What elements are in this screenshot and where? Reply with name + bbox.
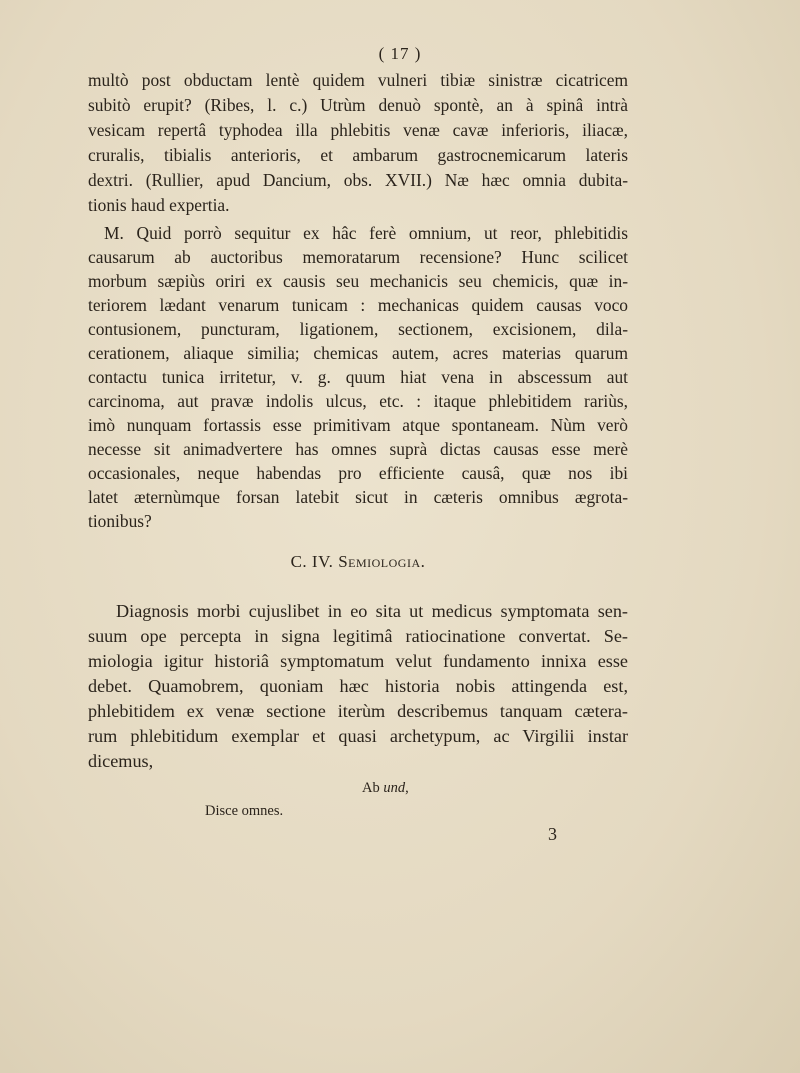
text-line: teriorem lædant venarum tunicam : mechanicas quidem causas voco bbox=[88, 295, 628, 315]
text-line: tionis haud expertia. bbox=[88, 195, 230, 215]
page-number: ( 17 ) bbox=[378, 44, 422, 63]
text-line: dextri. (Rullier, apud Dancium, obs. XVII.) Næ hæc omnia dubita- bbox=[88, 170, 628, 190]
text-line: necesse sit animadvertere has omnes suprà dictas causas esse merè bbox=[88, 439, 628, 459]
section-heading bbox=[88, 552, 628, 572]
text-line: cerationem, aliaque similia; chemicas autem, acres materias quarum bbox=[88, 343, 628, 363]
quote-ab: Ab bbox=[362, 780, 384, 796]
text-line: imò nunquam fortassis esse primitivam atque spontaneam. Nùm verò bbox=[88, 415, 628, 435]
text-line: rum phlebitidum exemplar et quasi archetypum, ac Virgilii instar bbox=[88, 726, 628, 746]
text-line: dicemus, bbox=[88, 751, 154, 771]
text-line: miologia igitur historiâ symptomatum velut fundamento innixa esse bbox=[88, 651, 628, 671]
text-line: latet æternùmque forsan latebit sicut in cæteris omnibus ægrota- bbox=[88, 487, 628, 507]
text-line: debet. Quamobrem, quoniam hæc historia nobis attingenda est, bbox=[88, 676, 628, 696]
text-line: contusionem, puncturam, ligationem, sectionem, excisionem, dila- bbox=[88, 319, 628, 339]
text-line: subitò erupit? (Ribes, l. c.) Utrùm denuò spontè, an à spinâ intrà bbox=[88, 95, 628, 115]
text-line: suum ope percepta in signa legitimâ ratiocinatione convertat. Se- bbox=[88, 626, 628, 646]
text-line: occasionales, neque habendas pro efficiente causâ, quæ nos ibi bbox=[88, 463, 628, 483]
quote-comma: , bbox=[405, 780, 409, 796]
text-line: morbum sæpiùs oriri ex causis seu mechanicis seu chemicis, quæ in- bbox=[88, 271, 628, 291]
text-line: phlebitidem ex venæ sectione iterùm describemus tanquam cætera- bbox=[88, 701, 628, 721]
text-line: carcinoma, aut pravæ indolis ulcus, etc. : itaque phlebitidem rariùs, bbox=[88, 391, 628, 411]
text-line: M. Quid porrò sequitur ex hâc ferè omnium, ut reor, phlebitidis bbox=[104, 223, 628, 243]
text-line: contactu tunica irritetur, v. g. quum hiat vena in abscessum aut bbox=[88, 367, 628, 387]
text-line: multò post obductam lentè quidem vulneri tibiæ sinistræ cicatricem bbox=[88, 70, 628, 90]
quote-und: und bbox=[383, 780, 406, 796]
text-line: vesicam repertâ typhodea illa phlebitis venæ cavæ inferioris, iliacæ, bbox=[88, 120, 628, 140]
text-line: cruralis, tibialis anterioris, et ambarum gastrocnemicarum lateris bbox=[88, 145, 628, 165]
text-line: causarum ab auctoribus memoratarum recensione? Hunc scilicet bbox=[88, 247, 628, 267]
section-number: C. IV. bbox=[290, 552, 339, 571]
text-line: Diagnosis morbi cujuslibet in eo sita ut medicus symptomata sen- bbox=[116, 601, 628, 621]
signature-mark: 3 bbox=[548, 824, 557, 844]
quote-line-2: Disce omnes. bbox=[205, 803, 284, 819]
text-line: tionibus? bbox=[88, 511, 152, 531]
section-title: Semiologia. bbox=[338, 552, 426, 571]
quote-line-1 bbox=[362, 780, 409, 797]
